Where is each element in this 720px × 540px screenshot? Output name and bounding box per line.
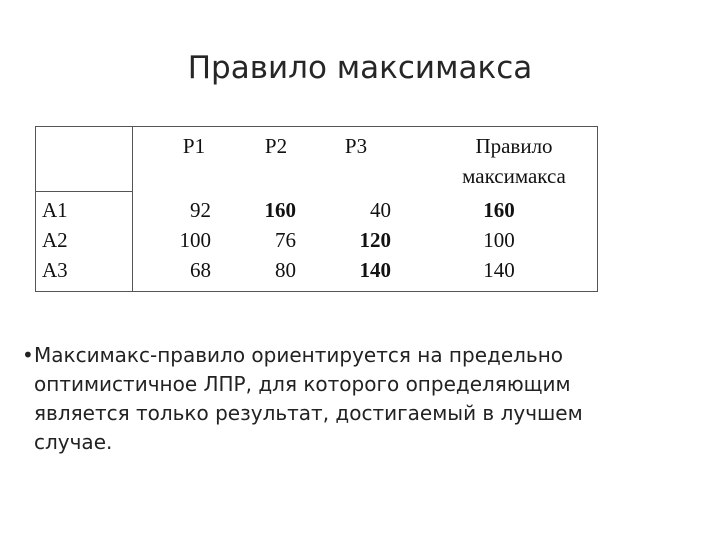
cell-a1-result: 160	[483, 198, 515, 222]
table-column-divider	[132, 127, 133, 291]
bullet-text: Максимакс-правило ориентируется на предельно оптимистичное ЛПР, для которого определяющим является только результат, достигаемый в лучшем случае.	[34, 343, 583, 454]
cell-a2-p3: 120	[359, 228, 391, 252]
column-header-p1: P1	[182, 134, 206, 158]
cell-a3-p2: 80	[275, 258, 296, 282]
column-header-rule-line2: максимакса	[462, 164, 566, 188]
cell-a3-p1: 68	[190, 258, 211, 282]
column-header-rule-line1: Правило	[475, 134, 553, 158]
column-header-p2: P2	[264, 134, 288, 158]
row-label-a3: A3	[42, 258, 68, 282]
cell-a2-p2: 76	[275, 228, 296, 252]
cell-a1-p2: 160	[264, 198, 296, 222]
maximax-table	[35, 126, 598, 292]
column-header-p3: P3	[344, 134, 368, 158]
slide-title: Правило максимакса	[187, 50, 533, 86]
cell-a3-p3: 140	[359, 258, 391, 282]
row-labels	[42, 195, 122, 285]
cell-a2-p1: 100	[179, 228, 211, 252]
column-p1-values	[146, 195, 211, 285]
cell-a2-result: 100	[483, 228, 515, 252]
column-p2-values	[231, 195, 296, 285]
row-label-a1: A1	[42, 198, 68, 222]
column-header-rule	[444, 131, 584, 191]
cell-a1-p3: 40	[370, 198, 391, 222]
cell-a3-result: 140	[483, 258, 515, 282]
column-p3-values	[326, 195, 391, 285]
row-label-a2: A2	[42, 228, 68, 252]
column-rule-values	[459, 195, 539, 285]
cell-a1-p1: 92	[190, 198, 211, 222]
bullet-marker: •	[22, 343, 34, 367]
table-row-divider	[36, 191, 133, 192]
